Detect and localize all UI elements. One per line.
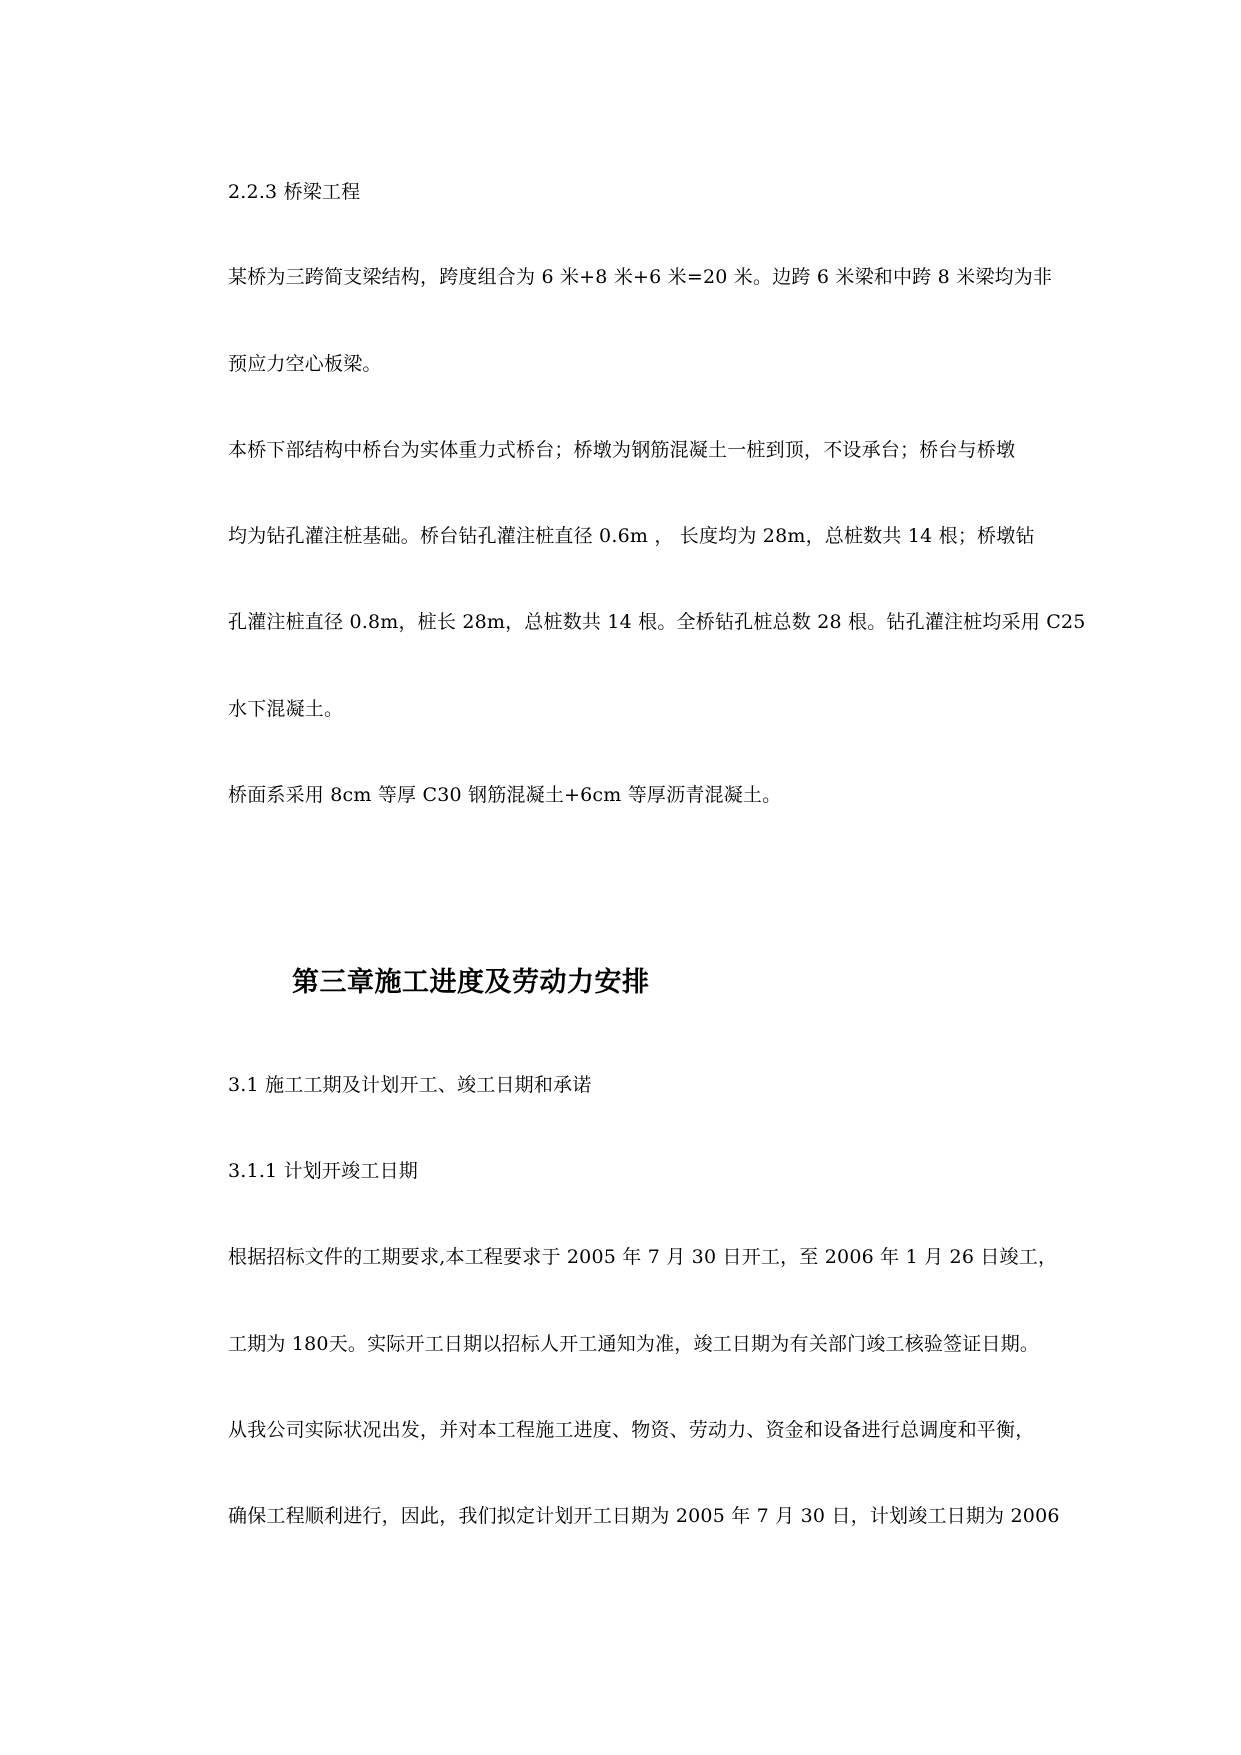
substructure-line-1: 本桥下部结构中桥台为实体重力式桥台；桥墩为钢筋混凝土一桩到顶，不设承台；桥台与桥墩 (228, 439, 1016, 461)
bridge-structure-line-1: 某桥为三跨简支梁结构，跨度组合为 6 米+8 米+6 米=20 米。边跨 6 米梁和中跨 8 米梁均为非 (228, 266, 1053, 288)
planning-line-2: 确保工程顺利进行，因此，我们拟定计划开工日期为 2005 年 7 月 30 日，计划竣工日期为 2006 (228, 1505, 1060, 1527)
section-3-1-title: 3.1 施工工期及计划开工、竣工日期和承诺 (228, 1074, 592, 1096)
deck-system-line: 桥面系采用 8cm 等厚 C30 钢筋混凝土+6cm 等厚沥青混凝土。 (228, 784, 782, 806)
substructure-line-4: 水下混凝土。 (228, 698, 344, 720)
section-3-1-1-title: 3.1.1 计划开竣工日期 (228, 1160, 418, 1182)
planning-line-1: 从我公司实际状况出发，并对本工程施工进度、物资、劳动力、资金和设备进行总调度和平衡， (228, 1419, 1035, 1441)
section-2-2-3-title: 2.2.3 桥梁工程 (228, 181, 361, 203)
substructure-line-2: 均为钻孔灌注桩基础。桥台钻孔灌注桩直径 0.6m ， 长度均为 28m，总桩数共 14 根；桥墩钻 (228, 525, 1035, 547)
schedule-line-1: 根据招标文件的工期要求,本工程要求于 2005 年 7 月 30 日开工，至 2006 年 1 月 26 日竣工， (228, 1246, 1058, 1268)
schedule-line-2: 工期为 180天。实际开工日期以招标人开工通知为准，竣工日期为有关部门竣工核验签证日期。 (228, 1333, 1040, 1355)
chapter-3-title: 第三章施工进度及劳动力安排 (292, 967, 650, 998)
bridge-structure-line-2: 预应力空心板梁。 (228, 353, 382, 375)
substructure-line-3: 孔灌注桩直径 0.8m，桩长 28m，总桩数共 14 根。全桥钻孔桩总数 28 根。钻孔灌注桩均采用 C25 (228, 611, 1086, 633)
